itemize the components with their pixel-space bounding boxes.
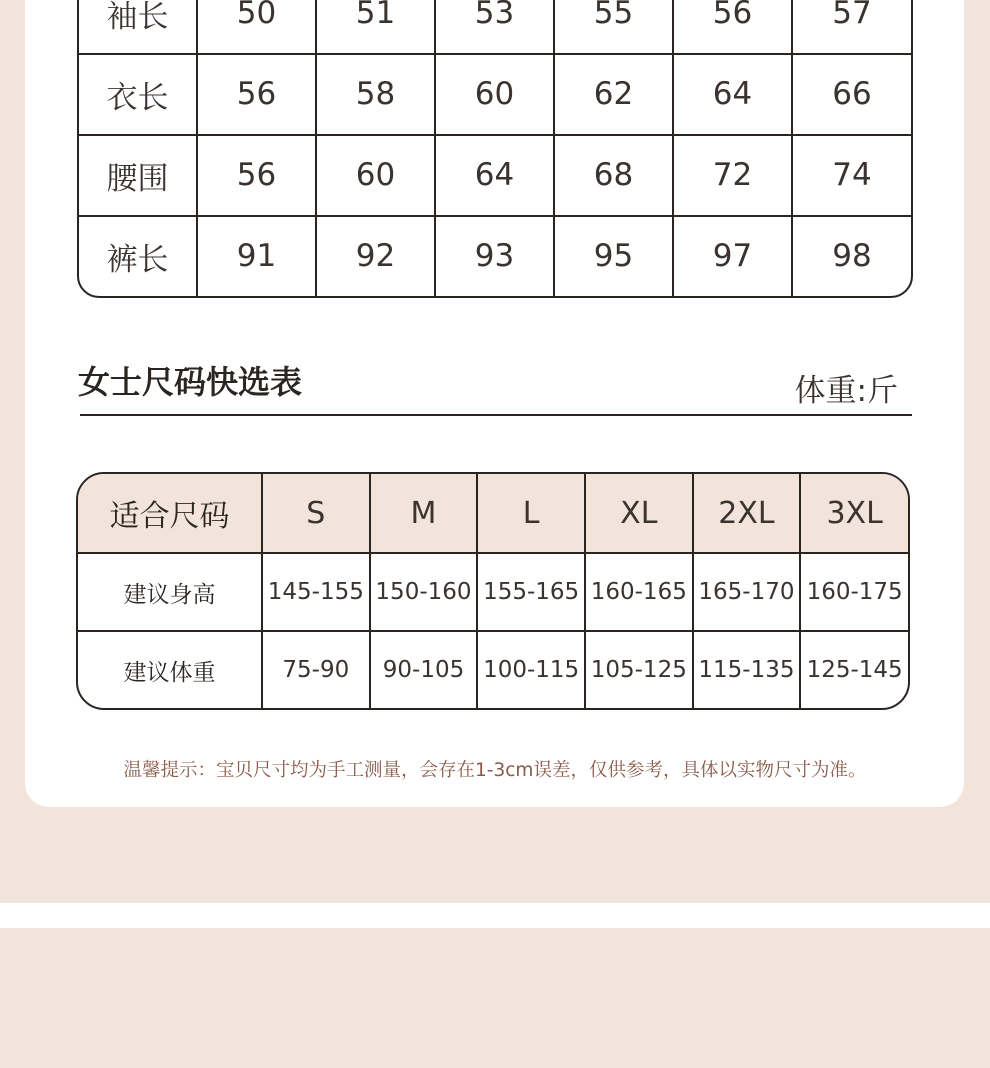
table-row [78, 553, 908, 631]
size-header: M [370, 474, 478, 553]
table-cell: 68 [554, 135, 673, 216]
table-header-row [78, 474, 908, 553]
table-row [78, 631, 908, 708]
unit-label: 体重:斤 [794, 373, 898, 409]
table-row [79, 54, 911, 135]
table-cell: 74 [792, 135, 911, 216]
table-cell: 56 [197, 54, 316, 135]
measurement-tip: 温馨提示：宝贝尺寸均为手工测量，会存在1-3cm误差，仅供参考，具体以实物尺寸为准。 [123, 760, 867, 781]
table-cell: 105-125 [585, 631, 693, 708]
size-header: 2XL [693, 474, 801, 553]
table-cell: 64 [673, 54, 792, 135]
row-label: 腰围 [79, 135, 197, 216]
table-cell: 98 [832, 238, 872, 275]
row-label: 衣长 [79, 54, 197, 135]
header-label: 适合尺码 [78, 474, 262, 553]
row-label: 裤长 [79, 216, 197, 296]
table-cell: 92 [316, 216, 435, 296]
table-cell: 57 [792, 0, 911, 54]
row-label: 建议体重 [78, 631, 262, 708]
table-cell: 56 [673, 0, 792, 54]
size-header: 3XL [800, 474, 908, 553]
table-cell: 95 [554, 216, 673, 296]
row-label: 袖长 [79, 0, 197, 54]
table-cell: 53 [435, 0, 554, 54]
section-divider [0, 903, 990, 928]
table-row [79, 135, 911, 216]
table-cell: 115-135 [693, 631, 801, 708]
size-header: XL [585, 474, 693, 553]
table-cell: 55 [554, 0, 673, 54]
table-cell: 58 [316, 54, 435, 135]
table-cell: 64 [435, 135, 554, 216]
table-row [79, 0, 911, 54]
table-cell: 56 [197, 135, 316, 216]
size-header: S [262, 474, 370, 553]
table-cell: 160-175 [800, 553, 908, 631]
table-cell: 50 [197, 0, 316, 54]
table-cell: 72 [673, 135, 792, 216]
table-cell: 165-170 [693, 553, 801, 631]
table-cell: 75-90 [262, 631, 370, 708]
table-cell: 155-165 [477, 553, 585, 631]
table-cell: 51 [316, 0, 435, 54]
table-cell: 62 [554, 54, 673, 135]
table-cell: 125-145 [806, 657, 903, 683]
table-cell: 150-160 [370, 553, 478, 631]
table-cell: 60 [435, 54, 554, 135]
size-header: L [477, 474, 585, 553]
table-cell: 91 [197, 216, 316, 296]
table-cell: 145-155 [262, 553, 370, 631]
quick-select-title: 女士尺码快选表 [78, 363, 303, 401]
table-cell: 60 [316, 135, 435, 216]
title-divider [80, 414, 912, 416]
measurement-table [77, 0, 913, 298]
table-cell: 90-105 [370, 631, 478, 708]
table-row [79, 216, 911, 296]
table-cell: 93 [435, 216, 554, 296]
table-cell: 66 [792, 54, 911, 135]
table-cell: 100-115 [477, 631, 585, 708]
quick-select-table [76, 472, 910, 710]
table-cell: 97 [673, 216, 792, 296]
row-label: 建议身高 [78, 553, 262, 631]
table-cell: 160-165 [585, 553, 693, 631]
